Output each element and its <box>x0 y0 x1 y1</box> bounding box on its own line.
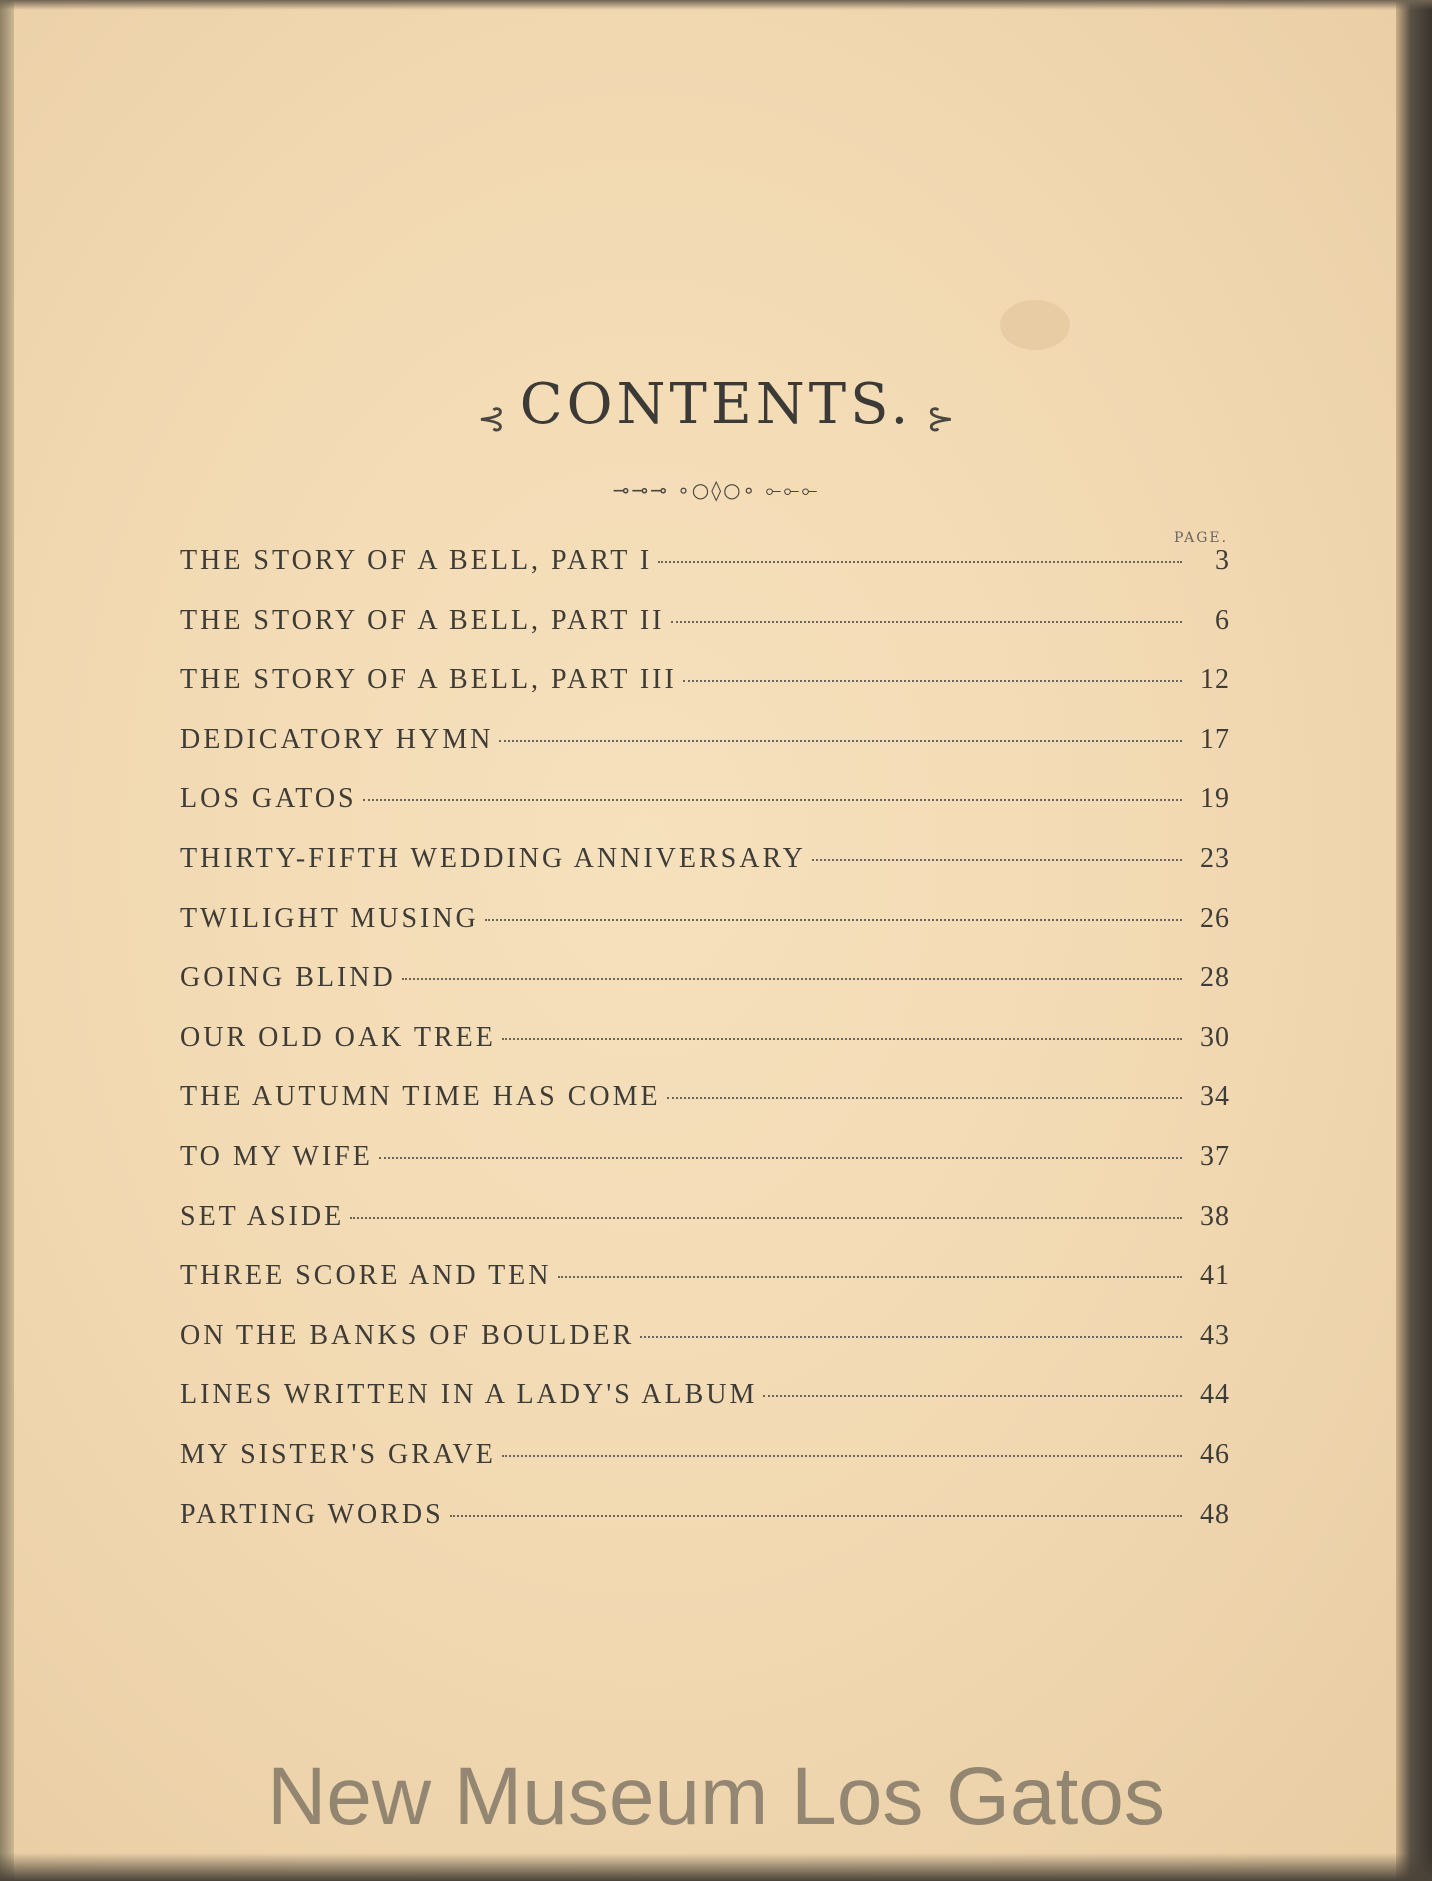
leader-dots <box>763 1395 1182 1397</box>
toc-entry-title: LINES WRITTEN IN A LADY'S ALBUM <box>180 1379 758 1411</box>
contents-heading <box>0 372 1432 439</box>
leader-dots <box>402 978 1182 980</box>
toc-entry <box>180 1320 1230 1380</box>
toc-entry-title: THE AUTUMN TIME HAS COME <box>180 1081 661 1113</box>
toc-entry-page: 23 <box>1200 842 1230 874</box>
toc-entry-page: 26 <box>1200 902 1230 934</box>
paper-stain <box>1000 300 1070 350</box>
toc-entry-title: OUR OLD OAK TREE <box>180 1021 496 1053</box>
leader-dots <box>683 680 1182 682</box>
leader-dots <box>350 1217 1182 1219</box>
toc-entry-page: 48 <box>1200 1498 1230 1530</box>
page-spine-edge <box>0 0 14 1881</box>
toc-entry-page: 34 <box>1200 1081 1230 1113</box>
page-top-edge <box>0 0 1432 10</box>
toc-entry-page: 6 <box>1215 604 1230 636</box>
toc-entry <box>180 1499 1230 1559</box>
toc-entry-page: 44 <box>1200 1379 1230 1411</box>
toc-entry-page: 30 <box>1200 1021 1230 1053</box>
toc-entry <box>180 1081 1230 1141</box>
page-column-label: PAGE. <box>1174 530 1229 546</box>
toc-entry-title: SET ASIDE <box>180 1200 345 1232</box>
toc-entry-page: 17 <box>1200 723 1230 755</box>
leader-dots <box>558 1276 1183 1278</box>
leader-dots <box>671 621 1182 623</box>
toc-entry <box>180 1201 1230 1261</box>
toc-entry-title: ON THE BANKS OF BOULDER <box>180 1319 635 1351</box>
toc-entry-page: 19 <box>1200 783 1230 815</box>
toc-entry-title: TO MY WIFE <box>180 1140 373 1172</box>
right-flourish-icon: ⊱ <box>926 399 955 440</box>
toc-entry <box>180 783 1230 843</box>
toc-entry <box>180 903 1230 963</box>
leader-dots <box>363 799 1182 801</box>
toc-entry-title: MY SISTER'S GRAVE <box>180 1438 496 1470</box>
ornamental-divider-icon: ⊸⊸⊸ ∘○◊○∘ ⟜⟜⟜ <box>612 478 820 502</box>
toc-entry <box>180 962 1230 1022</box>
toc-entry <box>180 724 1230 784</box>
toc-entry-title: THIRTY-FIFTH WEDDING ANNIVERSARY <box>180 842 806 874</box>
leader-dots <box>485 919 1182 921</box>
toc-entry-page: 12 <box>1200 664 1230 696</box>
toc-entry-title: THE STORY OF A BELL, PART I <box>180 545 653 576</box>
toc-entry-page: 41 <box>1200 1260 1230 1292</box>
toc-entry <box>180 1022 1230 1082</box>
leader-dots <box>499 740 1182 742</box>
toc-entry <box>180 664 1230 724</box>
toc-entry-page: 38 <box>1200 1200 1230 1232</box>
toc-entry-title: PARTING WORDS <box>180 1498 444 1530</box>
toc-entry-title: THREE SCORE AND TEN <box>180 1260 552 1292</box>
toc-entry <box>180 605 1230 665</box>
watermark-text: New Museum Los Gatos <box>267 1751 1165 1842</box>
toc-entry-title: TWILIGHT MUSING <box>180 902 479 934</box>
toc-entry-title: THE STORY OF A BELL, PART III <box>180 664 677 696</box>
book-cover-edge <box>1396 0 1432 1881</box>
toc-entry <box>180 1141 1230 1201</box>
toc-entry-title: THE STORY OF A BELL, PART II <box>180 604 665 636</box>
leader-dots <box>667 1097 1182 1099</box>
left-flourish-icon: ⊰ <box>477 399 506 440</box>
leader-dots <box>450 1515 1182 1517</box>
toc-entry-page: 28 <box>1200 962 1230 994</box>
leader-dots <box>658 561 1182 563</box>
toc-entry <box>180 1379 1230 1439</box>
page-bottom-edge <box>0 1853 1432 1881</box>
leader-dots <box>379 1157 1182 1159</box>
toc-entry-title: LOS GATOS <box>180 783 357 815</box>
leader-dots <box>502 1455 1182 1457</box>
toc-entry <box>180 545 1230 605</box>
toc-entry-page: 37 <box>1200 1140 1230 1172</box>
leader-dots <box>812 859 1182 861</box>
leader-dots <box>640 1336 1182 1338</box>
toc-entry <box>180 843 1230 903</box>
leader-dots <box>502 1038 1182 1040</box>
toc-entry-title: GOING BLIND <box>180 962 396 994</box>
toc-entry-title: DEDICATORY HYMN <box>180 723 494 755</box>
table-of-contents <box>180 545 1230 1558</box>
page-title: CONTENTS. <box>519 372 913 437</box>
toc-entry-page: 43 <box>1200 1319 1230 1351</box>
toc-entry-page: 46 <box>1200 1438 1230 1470</box>
toc-entry <box>180 1439 1230 1499</box>
toc-entry-page: 3 <box>1215 545 1230 576</box>
toc-entry <box>180 1260 1230 1320</box>
